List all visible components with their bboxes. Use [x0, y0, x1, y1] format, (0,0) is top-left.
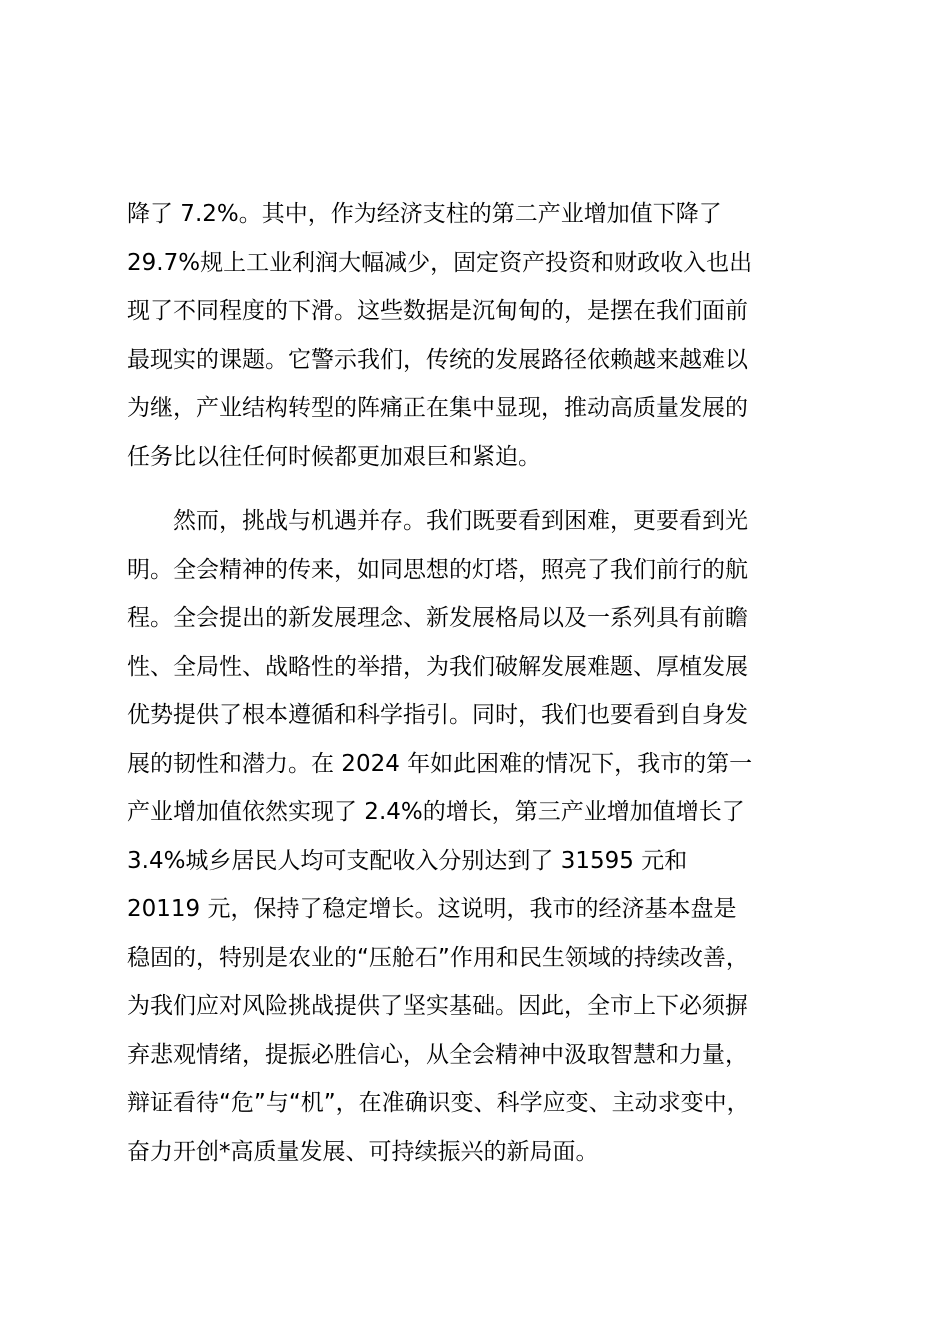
- text-line: 3.4%城乡居民人均可支配收入分别达到了 31595 元和: [127, 847, 688, 874]
- text-line: 优势提供了根本遵循和科学指引。同时，我们也要看到自身发: [127, 702, 748, 728]
- text-line: 20119 元，保持了稳定增长。这说明，我市的经济基本盘是: [127, 896, 737, 922]
- text-line: 性、全局性、战略性的举措，为我们破解发展难题、厚植发展: [127, 653, 748, 680]
- text-line: 奋力开创*高质量发展、可持续振兴的新局面。: [127, 1138, 599, 1165]
- text-line: 程。全会提出的新发展理念、新发展格局以及一系列具有前瞻: [127, 605, 748, 631]
- text-line: 现了不同程度的下滑。这些数据是沉甸甸的，是摆在我们面前: [127, 298, 748, 324]
- text-line: 降了 7.2%。其中，作为经济支柱的第二产业增加值下降了: [127, 201, 722, 227]
- paragraph-2: [127, 497, 827, 1176]
- text-line: 明。全会精神的传来，如同思想的灯塔，照亮了我们前行的航: [127, 556, 748, 583]
- text-line: 为继，产业结构转型的阵痛正在集中显现，推动高质量发展的: [127, 395, 748, 421]
- text-line: 任务比以往任何时候都更加艰巨和紧迫。: [127, 443, 541, 470]
- text-line: 为我们应对风险挑战提供了坚实基础。因此，全市上下必须摒: [127, 993, 748, 1019]
- text-line: 展的韧性和潜力。在 2024 年如此困难的情况下，我市的第一: [127, 750, 753, 777]
- text-line: 辩证看待“危”与“机”，在准确识变、科学应变、主动求变中，: [127, 1090, 750, 1116]
- text-line: 产业增加值依然实现了 2.4%的增长，第三产业增加值增长了: [127, 799, 745, 825]
- text-line: 弃悲观情绪，提振必胜信心，从全会精神中汲取智慧和力量，: [127, 1041, 748, 1068]
- text-line: 然而，挑战与机遇并存。我们既要看到困难，更要看到光: [127, 508, 748, 534]
- text-line: 29.7%规上工业利润大幅减少，固定资产投资和财政收入也出: [127, 249, 753, 276]
- text-line: 稳固的，特别是农业的“压舱石”作用和民生领域的持续改善，: [127, 944, 749, 971]
- paragraph-1: [127, 190, 827, 481]
- text-line: 最现实的课题。它警示我们，传统的发展路径依赖越来越难以: [127, 346, 748, 373]
